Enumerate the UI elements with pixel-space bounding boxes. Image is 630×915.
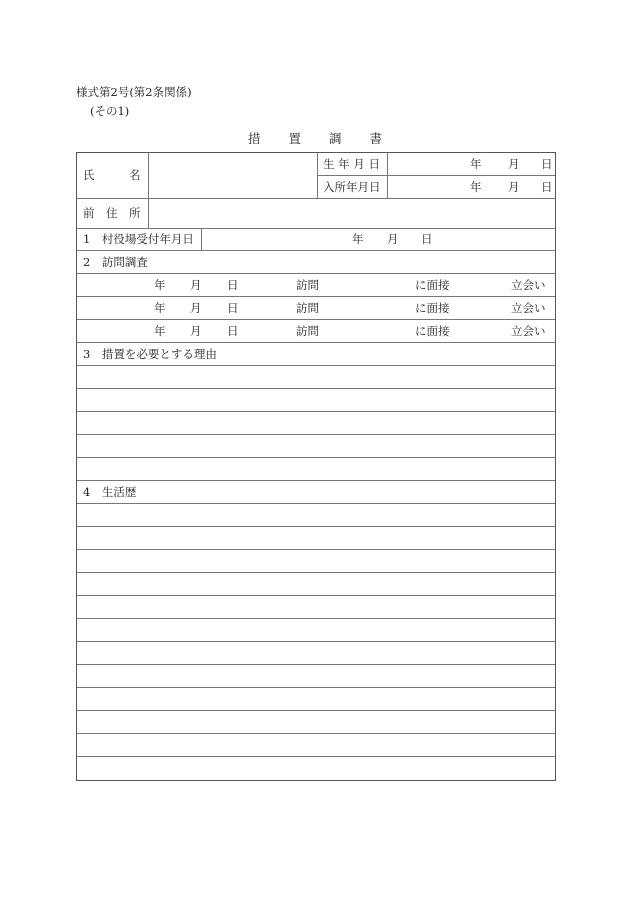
form-sub-label: (その1): [90, 104, 130, 118]
divider: [77, 273, 555, 274]
divider: [77, 664, 555, 665]
section2-label: 2 訪問調査: [83, 255, 148, 269]
divider: [77, 411, 555, 412]
section4-label: 4 生活歴: [83, 485, 137, 499]
birth-year: 年: [470, 157, 482, 171]
divider: [77, 572, 555, 573]
visit1-verb: 訪問: [296, 278, 319, 292]
visit2-month: 月: [190, 301, 202, 315]
divider: [77, 250, 555, 251]
divider: [77, 388, 555, 389]
divider: [77, 595, 555, 596]
visit3-year: 年: [154, 324, 166, 338]
divider: [201, 228, 202, 250]
divider: [77, 733, 555, 734]
visit1-month: 月: [190, 278, 202, 292]
divider: [77, 756, 555, 757]
visit3-interview: に面接: [415, 324, 450, 338]
divider: [77, 480, 555, 481]
document-title: [0, 129, 630, 147]
name-field[interactable]: [148, 154, 316, 197]
visit2-day: 日: [227, 301, 239, 315]
admission-month: 月: [508, 180, 520, 194]
title-char: 置: [288, 131, 301, 146]
title-char: 調: [328, 131, 342, 146]
divider: [77, 342, 555, 343]
title-char: 書: [369, 131, 382, 146]
visit2-interview: に面接: [415, 301, 450, 315]
divider: [77, 434, 555, 435]
visit2-attend: 立会い: [511, 301, 546, 315]
birth-day: 日: [541, 157, 553, 171]
prev-address-field[interactable]: [149, 199, 555, 227]
visit3-verb: 訪問: [296, 324, 319, 338]
divider: [77, 710, 555, 711]
receipt-day: 日: [421, 232, 433, 246]
visit1-day: 日: [227, 278, 239, 292]
prev-address-label: 前 住 所: [83, 206, 141, 220]
visit3-attend: 立会い: [511, 324, 546, 338]
divider: [77, 457, 555, 458]
divider: [77, 549, 555, 550]
divider: [77, 228, 555, 229]
visit3-month: 月: [190, 324, 202, 338]
form-number-label: 様式第2号(第2条関係): [76, 85, 192, 99]
divider: [77, 503, 555, 504]
divider: [77, 319, 555, 320]
visit3-day: 日: [227, 324, 239, 338]
visit2-year: 年: [154, 301, 166, 315]
name-label: 氏 名: [83, 168, 141, 182]
divider: [77, 526, 555, 527]
title-char: 措: [247, 131, 261, 146]
visit1-interview: に面接: [415, 278, 450, 292]
receipt-year: 年: [352, 232, 364, 246]
measure-survey-form: [76, 152, 556, 781]
section1-label: 1 村役場受付年月日: [83, 232, 194, 246]
admission-day: 日: [541, 180, 553, 194]
visit2-verb: 訪問: [296, 301, 319, 315]
divider: [317, 175, 555, 176]
divider: [77, 365, 555, 366]
divider: [77, 296, 555, 297]
visit1-year: 年: [154, 278, 166, 292]
receipt-month: 月: [387, 232, 399, 246]
birth-month: 月: [508, 157, 520, 171]
visit1-attend: 立会い: [511, 278, 546, 292]
birth-date-label: 生 年 月 日: [323, 157, 380, 171]
admission-date-label: 入所年月日: [323, 180, 381, 194]
admission-year: 年: [470, 180, 482, 194]
divider: [77, 641, 555, 642]
divider: [77, 618, 555, 619]
divider: [77, 687, 555, 688]
section3-label: 3 措置を必要とする理由: [83, 347, 217, 361]
